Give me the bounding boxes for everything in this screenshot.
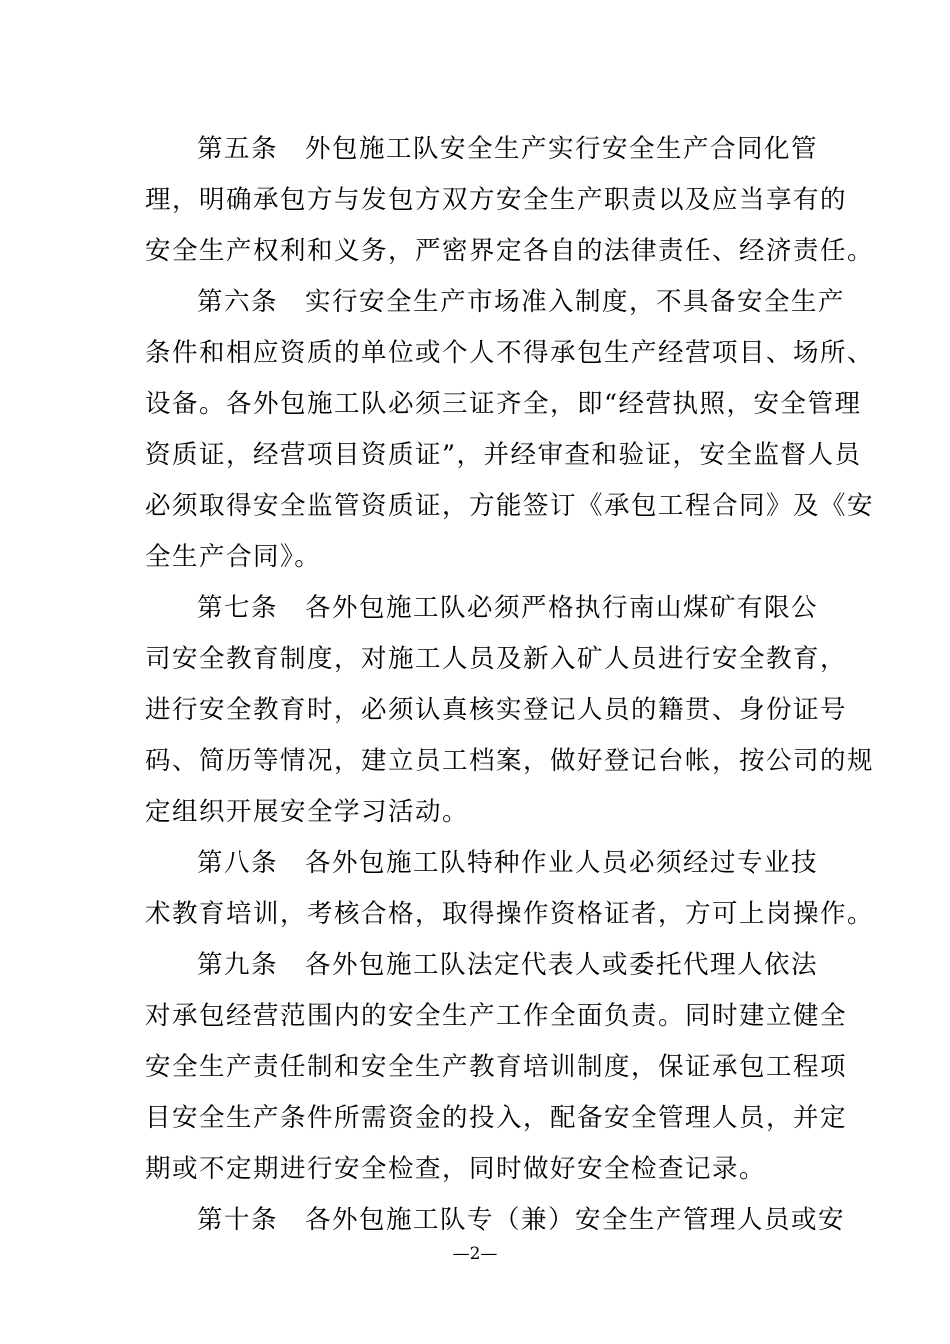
text-line: 术教育培训，考核合格，取得操作资格证者，方可上岗操作。 xyxy=(145,899,875,929)
text-line: 设备。各外包施工队必须三证齐全，即“经营执照，安全管理 xyxy=(145,389,862,419)
text-line: 理，明确承包方与发包方双方安全生产职责以及应当享有的 xyxy=(145,185,848,215)
text-line: 第六条 实行安全生产市场准入制度，不具备安全生产 xyxy=(197,287,846,317)
text-line: 第十条 各外包施工队专（兼）安全生产管理人员或安 xyxy=(197,1205,846,1235)
page-number: —2— xyxy=(452,1244,498,1264)
text-line: 条件和相应资质的单位或个人不得承包生产经营项目、场所、 xyxy=(145,338,875,368)
text-line: 第七条 各外包施工队必须严格执行南山煤矿有限公 xyxy=(197,593,819,623)
text-line: 安全生产权利和义务，严密界定各自的法律责任、经济责任。 xyxy=(145,236,875,266)
text-line: 对承包经营范围内的安全生产工作全面负责。同时建立健全 xyxy=(145,1001,848,1031)
text-line: 第五条 外包施工队安全生产实行安全生产合同化管 xyxy=(197,134,819,164)
text-line: 司安全教育制度，对施工人员及新入矿人员进行安全教育， xyxy=(145,644,848,674)
text-line: 码、简历等情况，建立员工档案，做好登记台帐，按公司的规 xyxy=(145,746,875,776)
text-line: 定组织开展安全学习活动。 xyxy=(145,797,470,827)
text-line: 资质证，经营项目资质证”，并经审查和验证，安全监督人员 xyxy=(145,440,862,470)
text-line: 必须取得安全监管资质证，方能签订《承包工程合同》及《安 xyxy=(145,491,875,521)
text-line: 全生产合同》。 xyxy=(145,542,322,572)
text-line: 第九条 各外包施工队法定代表人或委托代理人依法 xyxy=(197,950,819,980)
text-line: 安全生产责任制和安全生产教育培训制度，保证承包工程项 xyxy=(145,1052,848,1082)
text-line: 第八条 各外包施工队特种作业人员必须经过专业技 xyxy=(197,848,819,878)
text-line: 目安全生产条件所需资金的投入，配备安全管理人员，并定 xyxy=(145,1103,848,1133)
text-line: 进行安全教育时，必须认真核实登记人员的籍贯、身份证号 xyxy=(145,695,848,725)
text-line: 期或不定期进行安全检查，同时做好安全检查记录。 xyxy=(145,1154,767,1184)
document-body xyxy=(145,124,875,1246)
